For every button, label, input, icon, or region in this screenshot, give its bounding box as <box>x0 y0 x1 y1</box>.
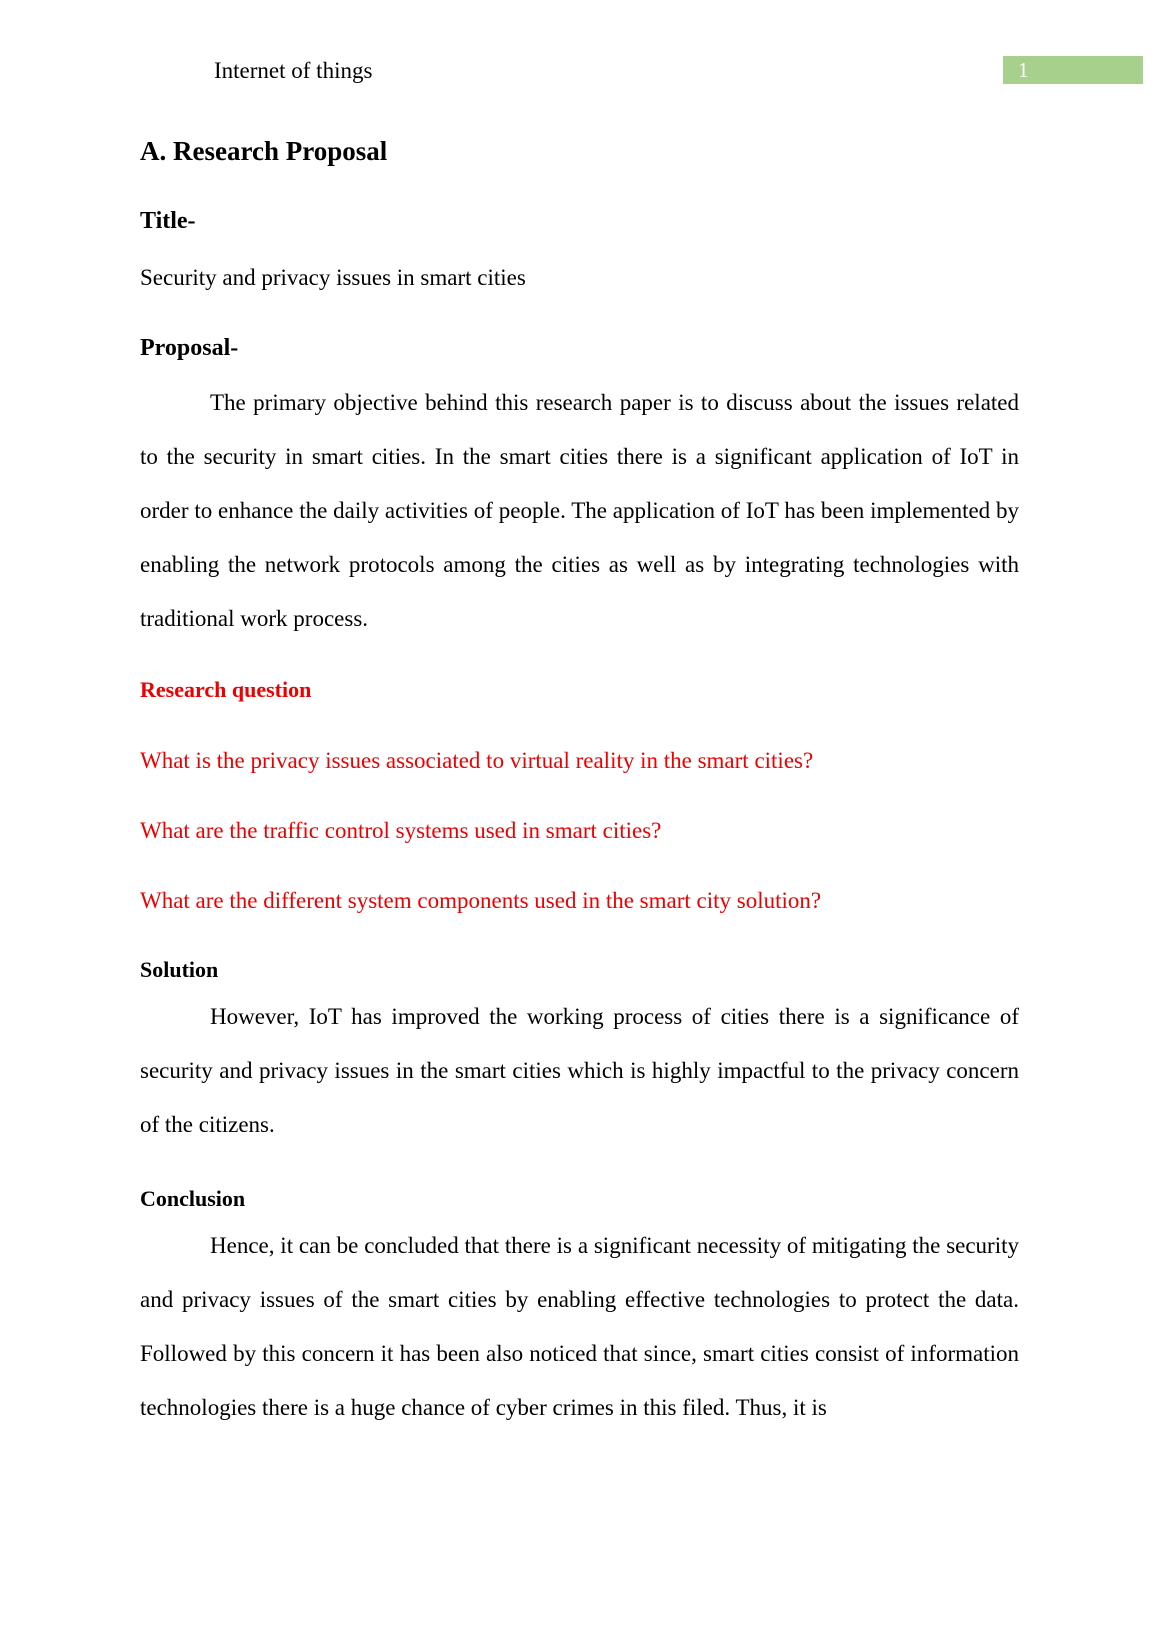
conclusion-label: Conclusion <box>140 1186 246 1211</box>
proposal-paragraph: The primary objective behind this research paper is to discuss about the issues related to the security in smart cities. In the smart cities there is a significant application of IoT in order to enhance the daily activities of people. The application of IoT has been implemented by enabling the network protocols among the cities as well as by integrating technologies with traditional work process. <box>140 390 1019 631</box>
research-question-1: What is the privacy issues associated to virtual reality in the smart cities? <box>140 748 814 773</box>
solution-paragraph: However, IoT has improved the working process of cities there is a significance of security and privacy issues in the smart cities which is highly impactful to the privacy concern of the citizens. <box>140 1004 1019 1137</box>
research-question-3: What are the different system components used in the smart city solution? <box>140 888 822 913</box>
section-heading: A. Research Proposal <box>140 136 388 166</box>
running-head: Internet of things <box>214 58 373 83</box>
conclusion-paragraph: Hence, it can be concluded that there is a significant necessity of mitigating the security and privacy issues of the smart cities by enabling effective technologies to protect the data. Followed by this concern it has been also noticed that since, smart cities consist of information technologies there is a huge chance of cyber crimes in this filed. Thus, it is <box>140 1233 1019 1420</box>
title-label: Title- <box>140 208 196 234</box>
proposal-label: Proposal- <box>140 335 239 361</box>
research-question-label: Research question <box>140 677 312 702</box>
research-question-2: What are the traffic control systems used in smart cities? <box>140 818 662 843</box>
solution-label: Solution <box>140 957 219 982</box>
title-text: Security and privacy issues in smart cities <box>140 265 526 290</box>
page-number: 1 <box>1003 56 1143 84</box>
